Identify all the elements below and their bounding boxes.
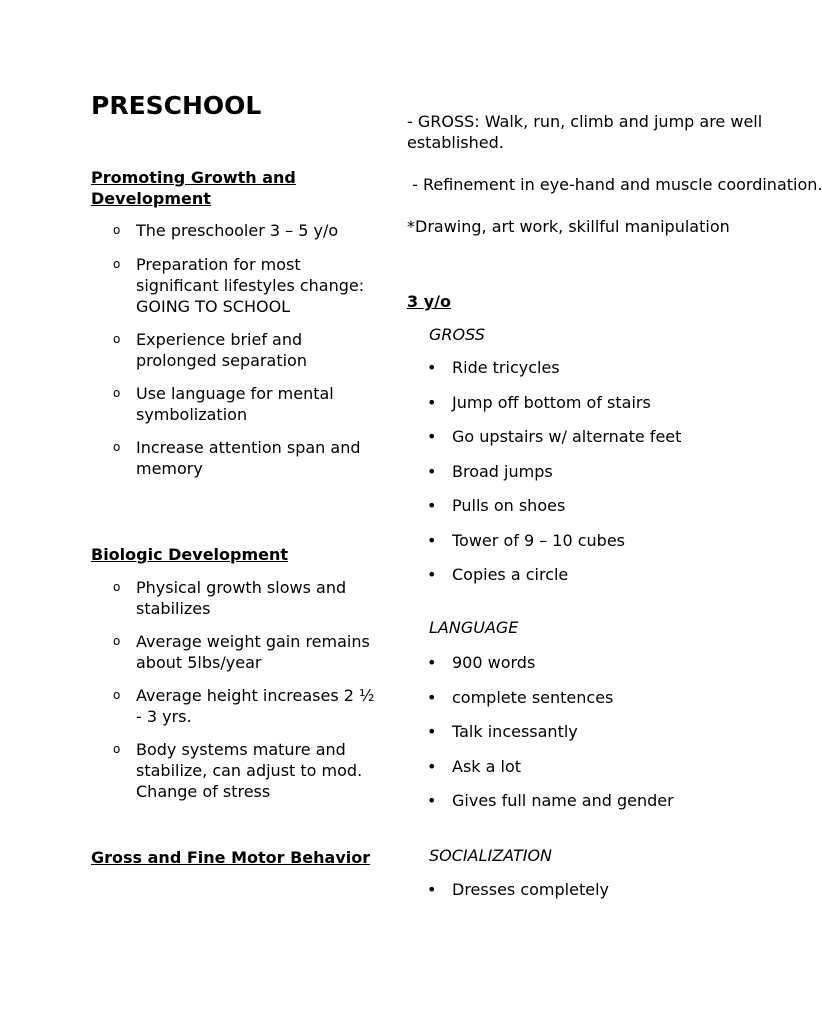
section-heading-growth: Promoting Growth and Development	[91, 168, 296, 208]
age-heading: 3 y/o	[407, 292, 451, 311]
list-item: o Experience brief and prolonged separation	[113, 330, 307, 370]
list-item: o Body systems mature and stabilize, can adjust to mod. Change of stress	[113, 740, 363, 801]
circle-bullet-icon: o	[113, 223, 121, 237]
motor-intro	[407, 90, 822, 258]
list-item: • Tower of 9 – 10 cubes	[427, 530, 626, 550]
list-item: • Talk incessantly	[427, 722, 578, 741]
language-list	[407, 652, 674, 825]
list-item: o The preschooler 3 – 5 y/o	[113, 221, 339, 240]
growth-list	[91, 220, 381, 491]
bullet-icon: •	[427, 392, 437, 412]
list-item: • Ask a lot	[427, 756, 522, 776]
circle-bullet-icon: o	[113, 332, 121, 346]
bullet-icon: •	[427, 461, 437, 481]
bullet-icon: •	[427, 358, 437, 377]
circle-bullet-icon: o	[113, 257, 121, 271]
circle-bullet-icon: o	[113, 742, 121, 756]
list-item: • Gives full name and gender	[427, 791, 674, 810]
bullet-icon: •	[427, 791, 437, 810]
language-label: LANGUAGE	[429, 618, 519, 637]
socialization-list	[407, 879, 609, 914]
list-item: • Pulls on shoes	[427, 496, 566, 515]
list-item: • Broad jumps	[427, 461, 553, 481]
page-title: PRESCHOOL	[91, 91, 262, 120]
list-item: o Average height increases 2 ½ - 3 yrs.	[113, 686, 375, 726]
bullet-icon: •	[427, 530, 437, 550]
bullet-icon: •	[427, 653, 437, 672]
bullet-icon: •	[427, 496, 437, 515]
circle-bullet-icon: o	[113, 440, 121, 454]
bullet-icon: •	[427, 427, 437, 446]
list-item: • Go upstairs w/ alternate feet	[427, 427, 682, 446]
section-heading-biologic: Biologic Development	[91, 545, 289, 564]
socialization-label: SOCIALIZATION	[429, 846, 553, 865]
circle-bullet-icon: o	[113, 580, 121, 594]
list-item: o Preparation for most significant lifestyles change: GOING TO SCHOOL	[113, 255, 365, 316]
bullet-icon: •	[427, 687, 437, 707]
list-item: • Copies a circle	[427, 565, 569, 584]
gross-label: GROSS	[429, 325, 485, 344]
section-heading-motor: Gross and Fine Motor Behavior	[91, 848, 371, 867]
list-item: • complete sentences	[427, 687, 614, 707]
list-item: • Ride tricycles	[427, 358, 560, 377]
biologic-list	[91, 577, 381, 814]
list-item: o Physical growth slows and stabilizes	[113, 578, 347, 618]
intro-line: *Drawing, art work, skillful manipulation	[407, 217, 730, 236]
list-item: o Increase attention span and memory	[113, 438, 361, 478]
gross-list	[407, 357, 681, 599]
bullet-icon: •	[427, 565, 437, 584]
list-item: • Dresses completely	[427, 880, 609, 899]
intro-line: - GROSS: Walk, run, climb and jump are well established.	[407, 112, 763, 152]
bullet-icon: •	[427, 722, 437, 741]
list-item: o Use language for mental symbolization	[113, 384, 334, 424]
list-item: • 900 words	[427, 653, 536, 672]
circle-bullet-icon: o	[113, 634, 121, 648]
bullet-icon: •	[427, 880, 437, 899]
circle-bullet-icon: o	[113, 688, 121, 702]
bullet-icon: •	[427, 756, 437, 776]
intro-line: - Refinement in eye-hand and muscle coordination.	[407, 175, 822, 194]
list-item: o Average weight gain remains about 5lbs/year	[113, 632, 370, 672]
circle-bullet-icon: o	[113, 386, 121, 400]
list-item: • Jump off bottom of stairs	[427, 392, 651, 412]
